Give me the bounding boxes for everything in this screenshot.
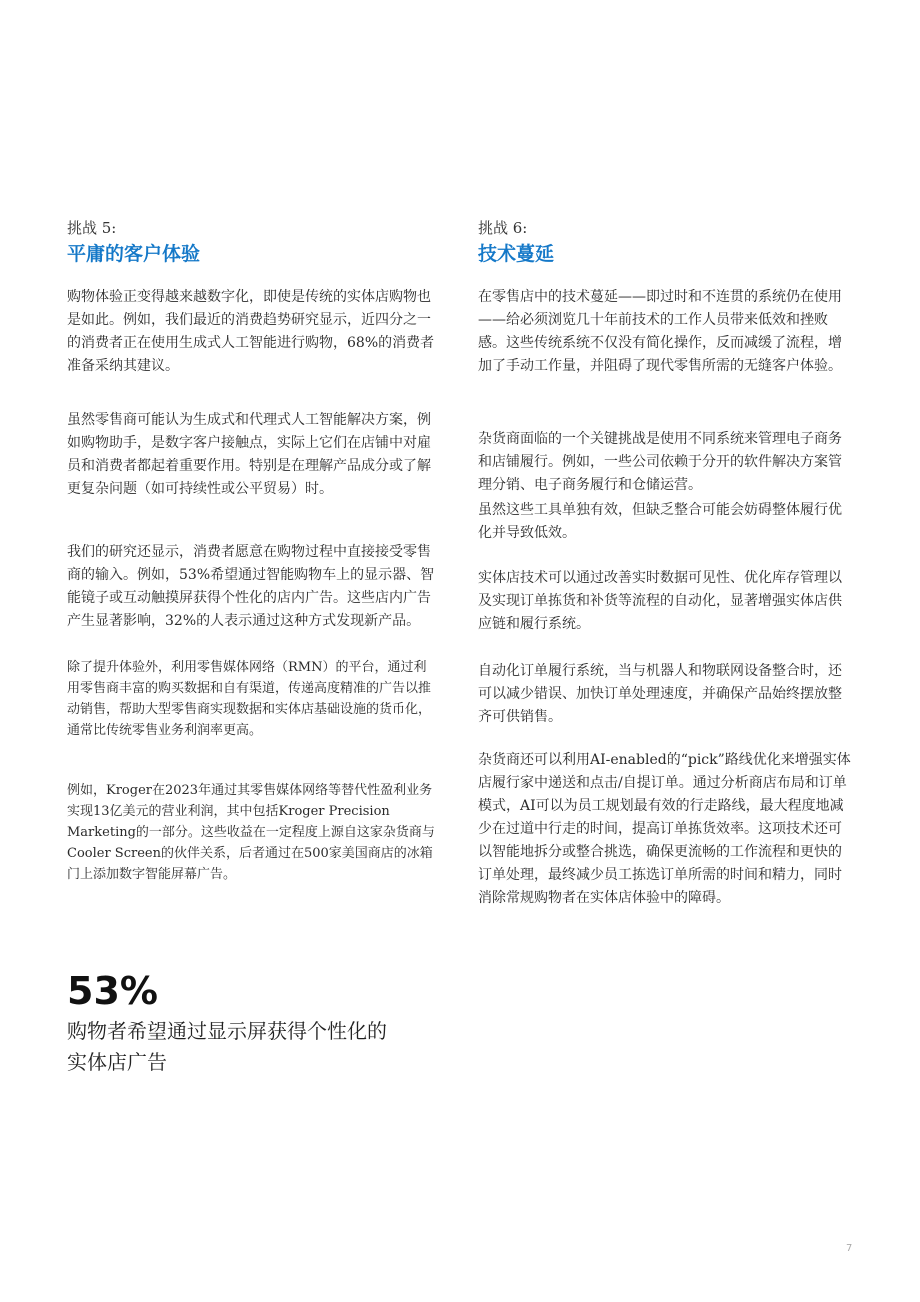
stat-caption: 购物者希望通过显示屏获得个性化的实体店广告 (67, 1019, 387, 1074)
body-paragraph: 我们的研究还显示，消费者愿意在购物过程中直接接受零售商的输入。例如，53%希望通过智能购物车上的显示器、智能镜子或互动触摸屏获得个性化的店内广告。这些店内广告产生显著影响，32%的人表示通过这种方式发现新产品。 (67, 544, 435, 629)
challenge-5-column (67, 218, 437, 885)
body-paragraph: 例如，Kroger在2023年通过其零售媒体网络等替代性盈利业务实现13亿美元的营业利润，其中包括Kroger Precision Marketing的一部分。这些收益在一定程度上源自这家杂货商与Cooler Screen的伙伴关系，后者通过在500家美国商店的冰箱门上添加数字智能屏幕广告。 (67, 783, 435, 882)
body-paragraph: 除了提升体验外，利用零售媒体网络（RMN）的平台，通过利用零售商丰富的购买数据和自有渠道，传递高度精准的广告以推动销售，帮助大型零售商实现数据和实体店基础设施的货币化，通常比传统零售业务利润率更高。 (67, 660, 432, 738)
body-paragraph: 杂货商面临的一个关键挑战是使用不同系统来管理电子商务和店铺履行。例如，一些公司依赖于分开的软件解决方案管理分销、电子商务履行和仓储运营。 (478, 431, 842, 493)
body-paragraph: 自动化订单履行系统，当与机器人和物联网设备整合时，还可以减少错误、加快订单处理速度，并确保产品始终摆放整齐可供销售。 (478, 663, 842, 725)
body-paragraph: 杂货商还可以利用AI-enabled的“pick”路线优化来增强实体店履行家中递送和点击/自提订单。通过分析商店布局和订单模式，AI可以为员工规划最有效的行走路线，最大程度地减少在过道中行走的时间，提高订单拣货效率。这项技术还可以智能地拆分或整合挑选，确保更流畅的工作流程和更快的订单处理，最终减少员工拣选订单所需的时间和精力，同时消除常规购物者在实体店体验中的障碍。 (478, 752, 851, 906)
challenge-kicker: 挑战 6: (478, 219, 528, 237)
stat-callout (67, 968, 397, 1078)
challenge-heading: 技术蔓延 (478, 243, 555, 265)
stat-number: 53% (67, 969, 158, 1013)
body-paragraph: 在零售店中的技术蔓延——即过时和不连贯的系统仍在使用——给必须浏览几十年前技术的工作人员带来低效和挫败感。这些传统系统不仅没有简化操作，反而减缓了流程，增加了手动工作量，并阻碍了现代零售所需的无缝客户体验。 (478, 289, 842, 374)
body-paragraph: 购物体验正变得越来越数字化，即使是传统的实体店购物也是如此。例如，我们最近的消费趋势研究显示，近四分之一的消费者正在使用生成式人工智能进行购物，68%的消费者准备采纳其建议。 (67, 289, 435, 374)
page-number: 7 (846, 1243, 853, 1254)
challenge-kicker: 挑战 5: (67, 219, 117, 237)
body-paragraph: 实体店技术可以通过改善实时数据可见性、优化库存管理以及实现订单拣货和补货等流程的自动化，显著增强实体店供应链和履行系统。 (478, 570, 842, 632)
body-paragraph: 虽然零售商可能认为生成式和代理式人工智能解决方案，例如购物助手，是数字客户接触点，实际上它们在店铺中对雇员和消费者都起着重要作用。特别是在理解产品成分或了解更复杂问题（如可持续性或公平贸易）时。 (67, 412, 431, 497)
body-paragraph: 虽然这些工具单独有效，但缺乏整合可能会妨碍整体履行优化并导致低效。 (478, 502, 842, 541)
challenge-6-column (478, 218, 852, 910)
challenge-heading: 平庸的客户体验 (67, 243, 201, 265)
